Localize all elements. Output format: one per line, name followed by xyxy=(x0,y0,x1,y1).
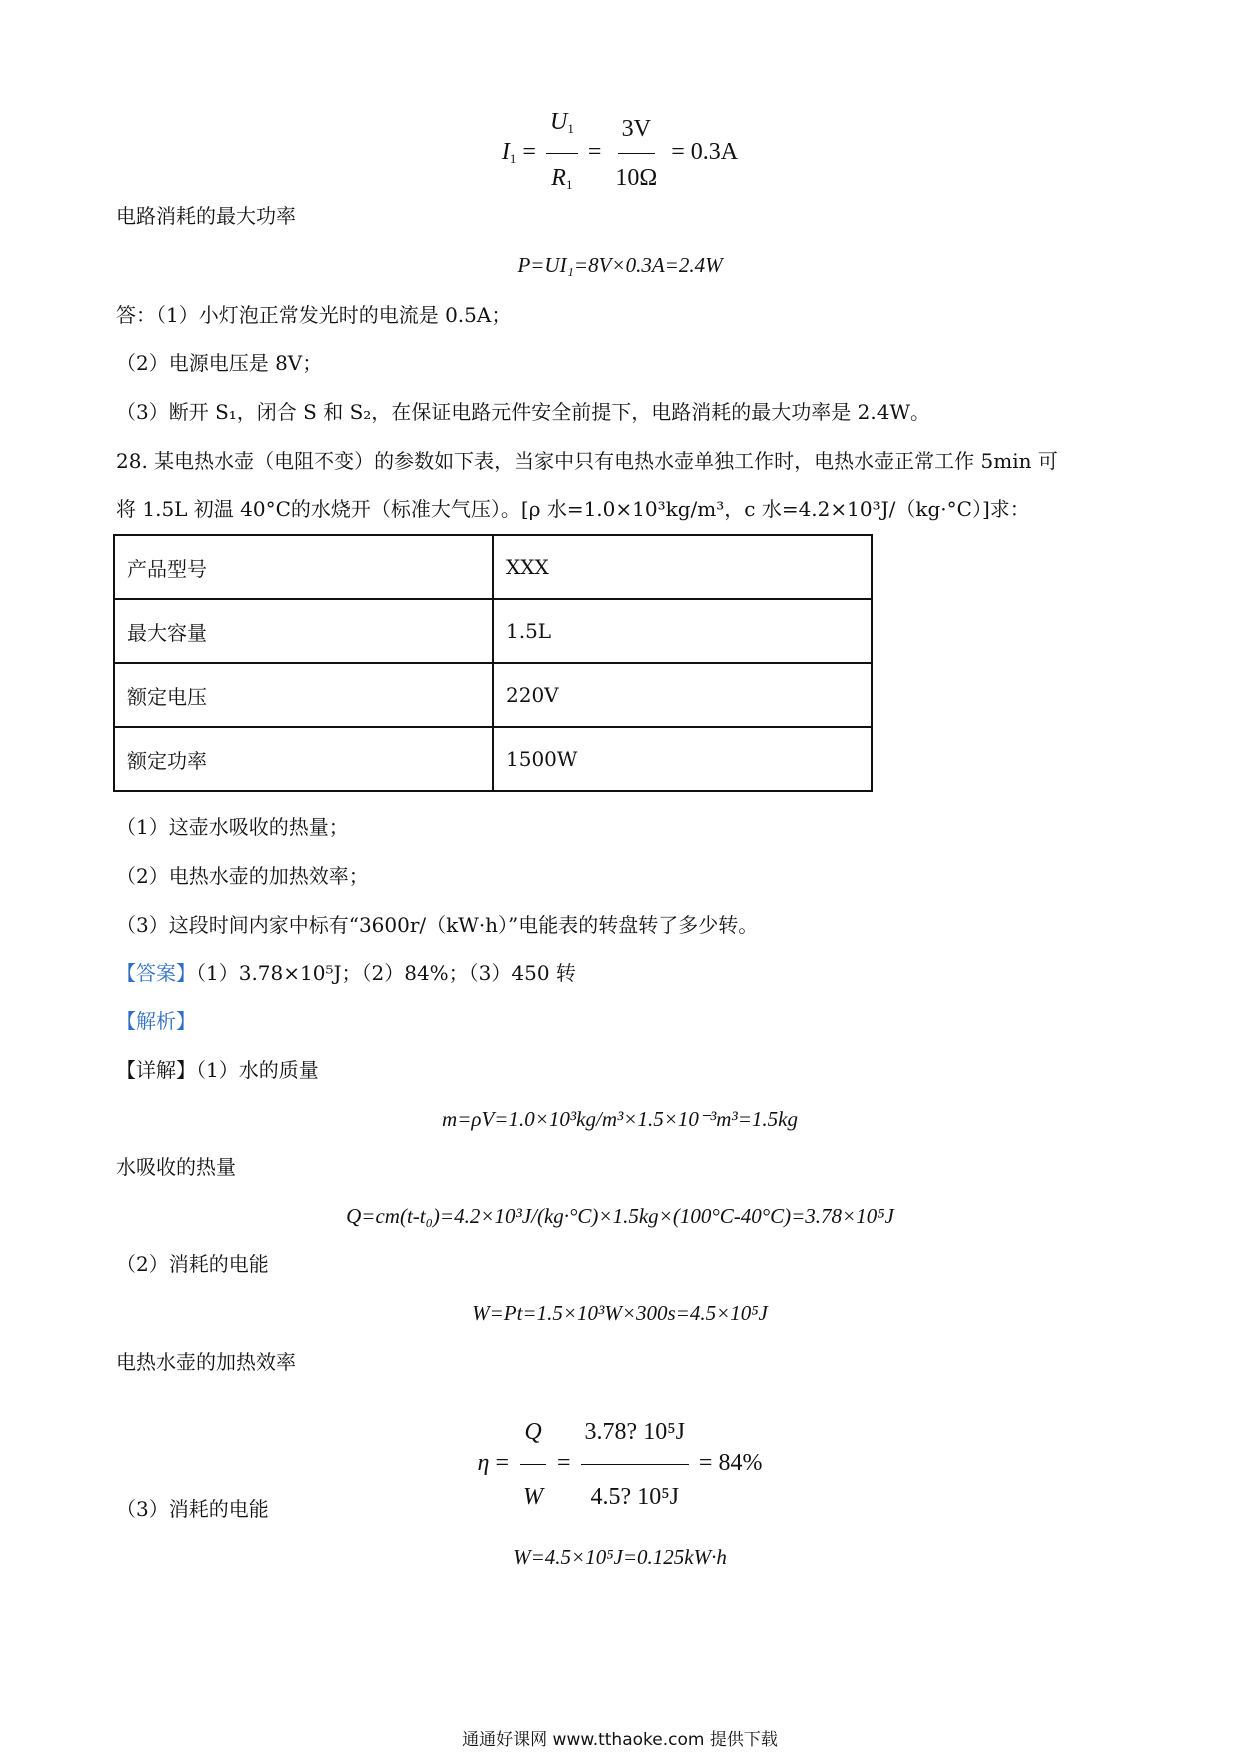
fraction-denominator: W xyxy=(523,1484,543,1510)
fraction-numerator: Q xyxy=(520,1402,545,1465)
question-line-1: 28. 某电热水壶（电阻不变）的参数如下表，当家中只有电热水壶单独工作时，电热水壶正常工作 5min 可 xyxy=(116,449,1058,473)
sub-question-1: （1）这壶水吸收的热量； xyxy=(116,815,349,839)
efficiency-label: 电热水壶的加热效率 xyxy=(116,1350,296,1374)
formula-symbol: η xyxy=(477,1450,490,1477)
answer-text: （1）3.78×10⁵J；（2）84%；（3）450 转 xyxy=(196,961,576,985)
heat-label: 水吸收的热量 xyxy=(116,1155,236,1179)
formula-symbol: I xyxy=(501,139,510,166)
table-row xyxy=(114,663,872,727)
detail-tag: 【详解】 xyxy=(116,1058,196,1082)
equals-sign: = xyxy=(495,1450,509,1477)
table-cell-label: 产品型号 xyxy=(114,535,493,599)
table-cell-value: XXX xyxy=(493,535,872,599)
question-line-2: 将 1.5L 初温 40°C的水烧开（标准大气压）。[ρ 水=1.0×10³kg/m³，c 水=4.2×10³J/（kg·°C）]求： xyxy=(116,497,1030,521)
energy-formula: W=Pt=1.5×10³W×300s=4.5×10⁵J xyxy=(472,1301,768,1325)
answer-line xyxy=(116,958,576,988)
table-row xyxy=(114,535,872,599)
max-power-label: 电路消耗的最大功率 xyxy=(116,204,296,228)
table-row xyxy=(114,599,872,663)
detail-line xyxy=(116,1055,319,1085)
heat-formula: Q=cm(t-t₀)=4.2×10³J/(kg·°C)×1.5kg×(100°C-40°C)=3.78×10⁵J xyxy=(346,1204,894,1228)
fraction-q-over-w xyxy=(519,1402,547,1527)
fraction-numerator: U xyxy=(549,109,568,135)
equals-sign: = xyxy=(587,139,602,166)
mass-formula: m=ρV=1.0×10³kg/m³×1.5×10⁻³m³=1.5kg xyxy=(442,1107,798,1131)
energy-label-3: （3）消耗的电能 xyxy=(116,1497,269,1521)
formula-subscript: 1 xyxy=(509,151,517,167)
formula-result: = 0.3A xyxy=(671,139,739,166)
sub-question-3: （3）这段时间内家中标有“3600r/（kW·h）”电能表的转盘转了多少转。 xyxy=(116,913,759,937)
fraction-denominator: R xyxy=(551,165,566,191)
table-row xyxy=(114,727,872,791)
table-cell-label: 额定功率 xyxy=(114,727,493,791)
fraction-numerator: 3V xyxy=(618,107,655,154)
fraction-u-over-r xyxy=(546,100,578,207)
power-formula: P=UI₁=8V×0.3A=2.4W xyxy=(517,253,723,277)
table-cell-value: 1.5L xyxy=(493,599,872,663)
detail-text: （1）水的质量 xyxy=(196,1058,319,1082)
analysis-tag: 【解析】 xyxy=(116,1009,196,1033)
answer-line-1: 答：（1）小灯泡正常发光时的电流是 0.5A； xyxy=(116,303,512,327)
formula-result: = 84% xyxy=(698,1450,763,1477)
table-cell-value: 1500W xyxy=(493,727,872,791)
formula-subscript: 1 xyxy=(567,121,574,136)
answer-tag: 【答案】 xyxy=(116,961,196,985)
page-footer: 通通好课网 www.tthaoke.com 提供下载 xyxy=(462,1730,778,1750)
answer-line-2: （2）电源电压是 8V； xyxy=(116,351,323,375)
fraction-values xyxy=(611,107,661,200)
sub-question-2: （2）电热水壶的加热效率； xyxy=(116,864,369,888)
table-cell-label: 额定电压 xyxy=(114,663,493,727)
spec-table xyxy=(113,534,873,792)
fraction-denominator: 4.5? 10⁵J xyxy=(590,1484,679,1510)
current-formula xyxy=(0,100,1240,207)
energy-kwh-formula: W=4.5×10⁵J=0.125kW·h xyxy=(513,1545,727,1569)
fraction-denominator: 10Ω xyxy=(615,165,658,191)
fraction-values xyxy=(581,1402,689,1527)
table-cell-label: 最大容量 xyxy=(114,599,493,663)
fraction-numerator: 3.78? 10⁵J xyxy=(581,1402,689,1465)
answer-line-3: （3）断开 S₁，闭合 S 和 S₂，在保证电路元件安全前提下，电路消耗的最大功率是 2.4W。 xyxy=(116,400,931,424)
equals-sign: = xyxy=(557,1450,571,1477)
table-cell-value: 220V xyxy=(493,663,872,727)
energy-label-2: （2）消耗的电能 xyxy=(116,1252,269,1276)
formula-subscript: 1 xyxy=(565,177,573,192)
equals-sign: = xyxy=(522,139,536,166)
